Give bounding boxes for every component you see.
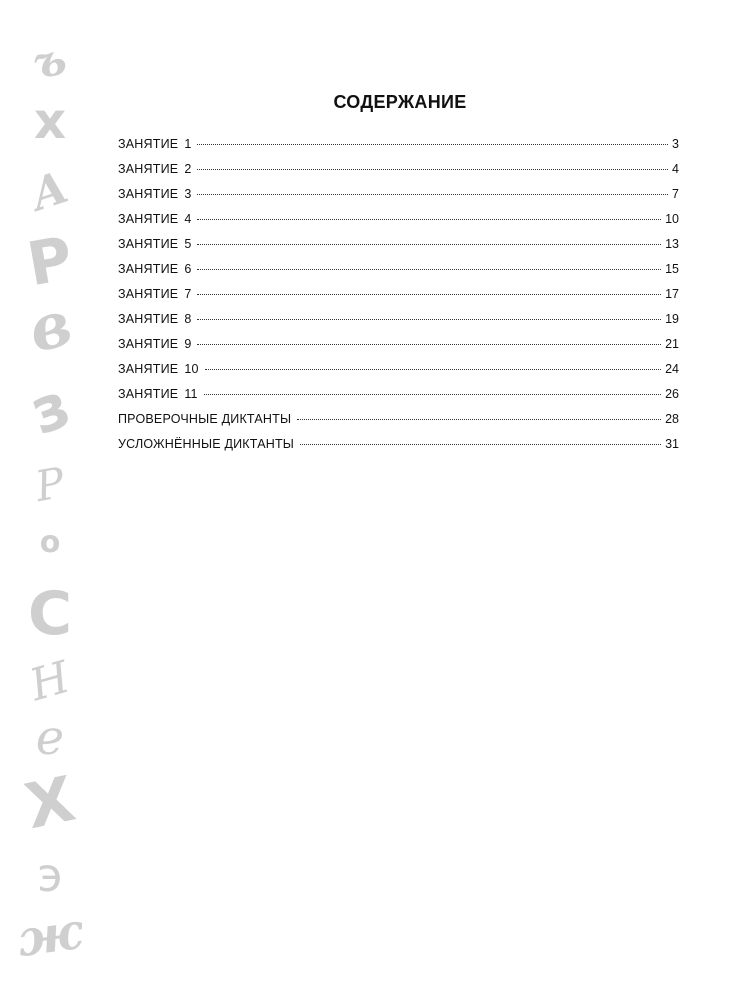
decor-letter-3: А <box>24 161 75 222</box>
toc-entry-label: ЗАНЯТИЕ 6 <box>118 262 192 276</box>
toc-entry-number: 6 <box>184 262 192 276</box>
toc-page-number: 7 <box>672 187 679 201</box>
toc-page-number: 13 <box>665 237 679 251</box>
dot-leader <box>197 269 661 270</box>
decor-letter-5: в <box>21 286 79 367</box>
toc-entry-label: ЗАНЯТИЕ 1 <box>118 137 192 151</box>
toc-entry-label: ЗАНЯТИЕ 11 <box>118 387 198 401</box>
toc-entry-label: ПРОВЕРОЧНЫЕ ДИКТАНТЫ <box>118 412 292 426</box>
toc-entry-number: 5 <box>184 237 192 251</box>
toc-entry-label: ЗАНЯТИЕ 2 <box>118 162 192 176</box>
dot-leader <box>204 394 661 395</box>
decor-letter-1: ъ <box>28 33 71 90</box>
toc-entry-number: 10 <box>184 362 199 376</box>
dot-leader <box>197 294 661 295</box>
toc-page-number: 31 <box>665 437 679 451</box>
decor-letter-8: о <box>39 525 61 560</box>
toc-entry[interactable] <box>118 162 679 187</box>
decor-letter-7: Р <box>31 457 69 512</box>
dot-leader <box>197 169 668 170</box>
toc-entry[interactable] <box>118 412 679 437</box>
toc-entry[interactable] <box>118 262 679 287</box>
toc-entry-label: ЗАНЯТИЕ 5 <box>118 237 192 251</box>
toc-entry[interactable] <box>118 212 679 237</box>
toc-entry-label: ЗАНЯТИЕ 3 <box>118 187 192 201</box>
decor-letter-13: э <box>37 848 63 902</box>
toc-entry[interactable] <box>118 137 679 162</box>
toc-page-number: 28 <box>665 412 679 426</box>
toc-entry-label: ЗАНЯТИЕ 4 <box>118 212 192 226</box>
page-title: СОДЕРЖАНИЕ <box>333 92 467 112</box>
toc-entry-label: ЗАНЯТИЕ 9 <box>118 337 192 351</box>
toc-entry-number: 11 <box>184 387 198 401</box>
toc-page-number: 19 <box>665 312 679 326</box>
toc-entry-label: ЗАНЯТИЕ 7 <box>118 287 192 301</box>
toc-entry[interactable] <box>118 312 679 337</box>
toc-page-number: 3 <box>672 137 679 151</box>
decor-letter-9: С <box>27 579 73 649</box>
toc-page-number: 24 <box>665 362 679 376</box>
toc-page-number: 10 <box>665 212 679 226</box>
toc-entry[interactable] <box>118 437 679 462</box>
toc-page-number: 15 <box>665 262 679 276</box>
dot-leader <box>297 419 661 420</box>
decor-letter-14: ж <box>13 900 87 969</box>
toc-entry-number: 8 <box>184 312 192 326</box>
toc-entry-label: УСЛОЖНЁННЫЕ ДИКТАНТЫ <box>118 437 295 451</box>
decor-letter-4: Р <box>22 223 78 301</box>
toc-page-number: 26 <box>665 387 679 401</box>
toc-page-number: 4 <box>672 162 679 176</box>
toc-entry-number: 9 <box>184 337 192 351</box>
dot-leader <box>197 219 661 220</box>
dot-leader <box>205 369 661 370</box>
toc-entry-number: 1 <box>184 137 192 151</box>
decor-letter-6: з <box>20 368 80 449</box>
decor-letter-11: е <box>35 710 65 766</box>
dot-leader <box>197 344 661 345</box>
dot-leader <box>197 194 668 195</box>
decorative-letter-strip <box>0 0 100 1000</box>
toc-entry-number: 4 <box>184 212 192 226</box>
toc-entry-number: 2 <box>184 162 192 176</box>
decor-letter-2: х <box>33 92 67 150</box>
toc-entry[interactable] <box>118 237 679 262</box>
dot-leader <box>197 244 661 245</box>
toc-entry[interactable] <box>118 287 679 312</box>
table-of-contents <box>118 137 679 462</box>
toc-entry-number: 7 <box>184 287 192 301</box>
dot-leader <box>300 444 661 445</box>
dot-leader <box>197 144 668 145</box>
decor-letter-10: Н <box>24 651 76 712</box>
toc-entry-label: ЗАНЯТИЕ 10 <box>118 362 199 376</box>
toc-entry[interactable] <box>118 387 679 412</box>
toc-entry[interactable] <box>118 337 679 362</box>
toc-entry[interactable] <box>118 187 679 212</box>
toc-entry-label: ЗАНЯТИЕ 8 <box>118 312 192 326</box>
toc-page-number: 17 <box>665 287 679 301</box>
toc-entry-number: 3 <box>184 187 192 201</box>
toc-page-number: 21 <box>665 337 679 351</box>
dot-leader <box>197 319 661 320</box>
decor-letter-12: Х <box>18 761 81 844</box>
toc-entry[interactable] <box>118 362 679 387</box>
